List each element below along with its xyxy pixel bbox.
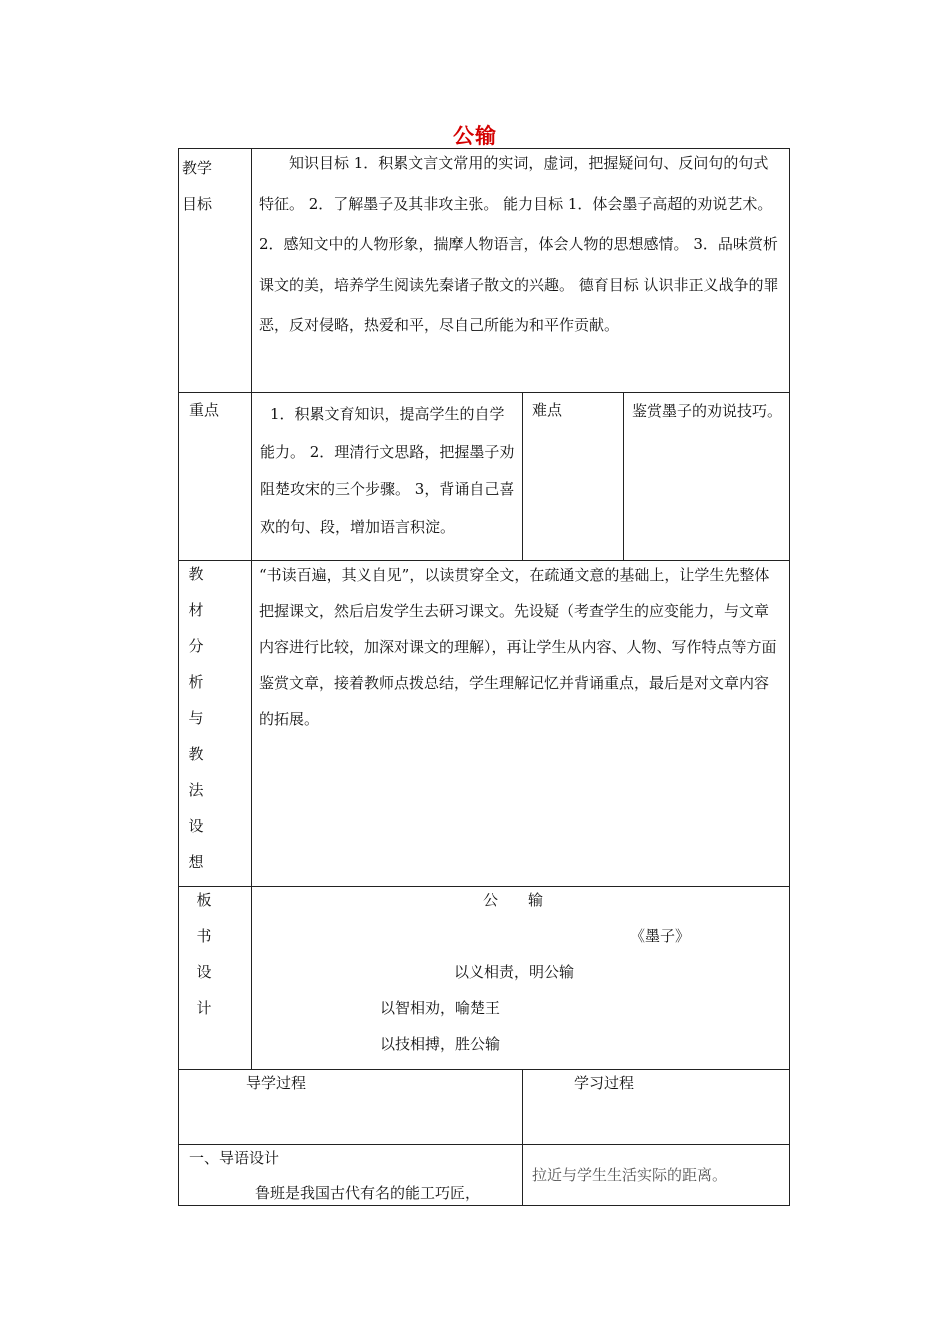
learning-note: 拉近与学生生活实际的距离。 — [532, 1166, 728, 1184]
table-rule — [522, 1069, 523, 1206]
table-rule — [522, 392, 523, 560]
analysis-label: 教 材 分 析 与 教 法 设 想 — [188, 565, 204, 871]
board-line-1: 以义相责，明公输 — [454, 963, 575, 981]
document-title: 公输 — [453, 124, 497, 148]
key-points-text: 1．积累文育知识，提高学生的自学能力。 2．理清行文思路，把握墨子劝阻楚攻宋的三个步骤。 3，背诵自己喜欢的句、段，增加语言积淀。 — [260, 405, 515, 536]
board-title: 公 输 — [483, 891, 544, 909]
analysis-text: “书读百遍，其义自见”，以读贯穿全文，在疏通文意的基础上，让学生先整体把握课文，然后启发学生去研习课文。先设疑（考查学生的应变能力，与文章内容进行比较，加深对课文的理解），再让学生从内容、人物、写作特点等方面鉴赏文章，接着教师点拨总结，学生理解记忆并背诵重点，最后是对文章内容的拓展。 — [259, 566, 777, 728]
difficulty-text: 鉴赏墨子的劝说技巧。 — [632, 402, 783, 420]
learning-process-header: 学习过程 — [574, 1074, 635, 1092]
section-intro-heading: 一、导语设计 — [189, 1149, 280, 1167]
table-rule — [623, 392, 624, 560]
board-line-2: 以智相劝，喻楚王 — [380, 999, 501, 1017]
board-source: 《墨子》 — [630, 927, 691, 945]
board-line-3: 以技相搏，胜公输 — [380, 1035, 501, 1053]
objectives-label: 教学 目标 — [182, 159, 213, 213]
board-design-label: 板 书 设 计 — [196, 891, 212, 1017]
table-border-right — [789, 148, 790, 1206]
intro-text: 鲁班是我国古代有名的能工巧匠， — [255, 1184, 481, 1202]
objectives-text: 知识目标 1．积累文言文常用的实词，虚词，把握疑问句、反问句的句式特征。 2．了解墨子及其非攻主张。 能力目标 1．体会墨子高超的劝说艺术。 2．感知文中的人物形象，揣摩人物语言，体会人物的思想感情。 3．品味赏析课文的美，培养学生阅读先秦诸子散文的兴趣。 德育目标 认识非正义战争的罪恶，反对侵略，热爱和平，尽自己所能为和平作贡献。 — [259, 154, 779, 334]
table-rule — [251, 148, 252, 1069]
key-points-label: 重点 — [189, 401, 220, 419]
difficulty-label: 难点 — [532, 401, 563, 419]
guide-process-header: 导学过程 — [246, 1074, 307, 1092]
